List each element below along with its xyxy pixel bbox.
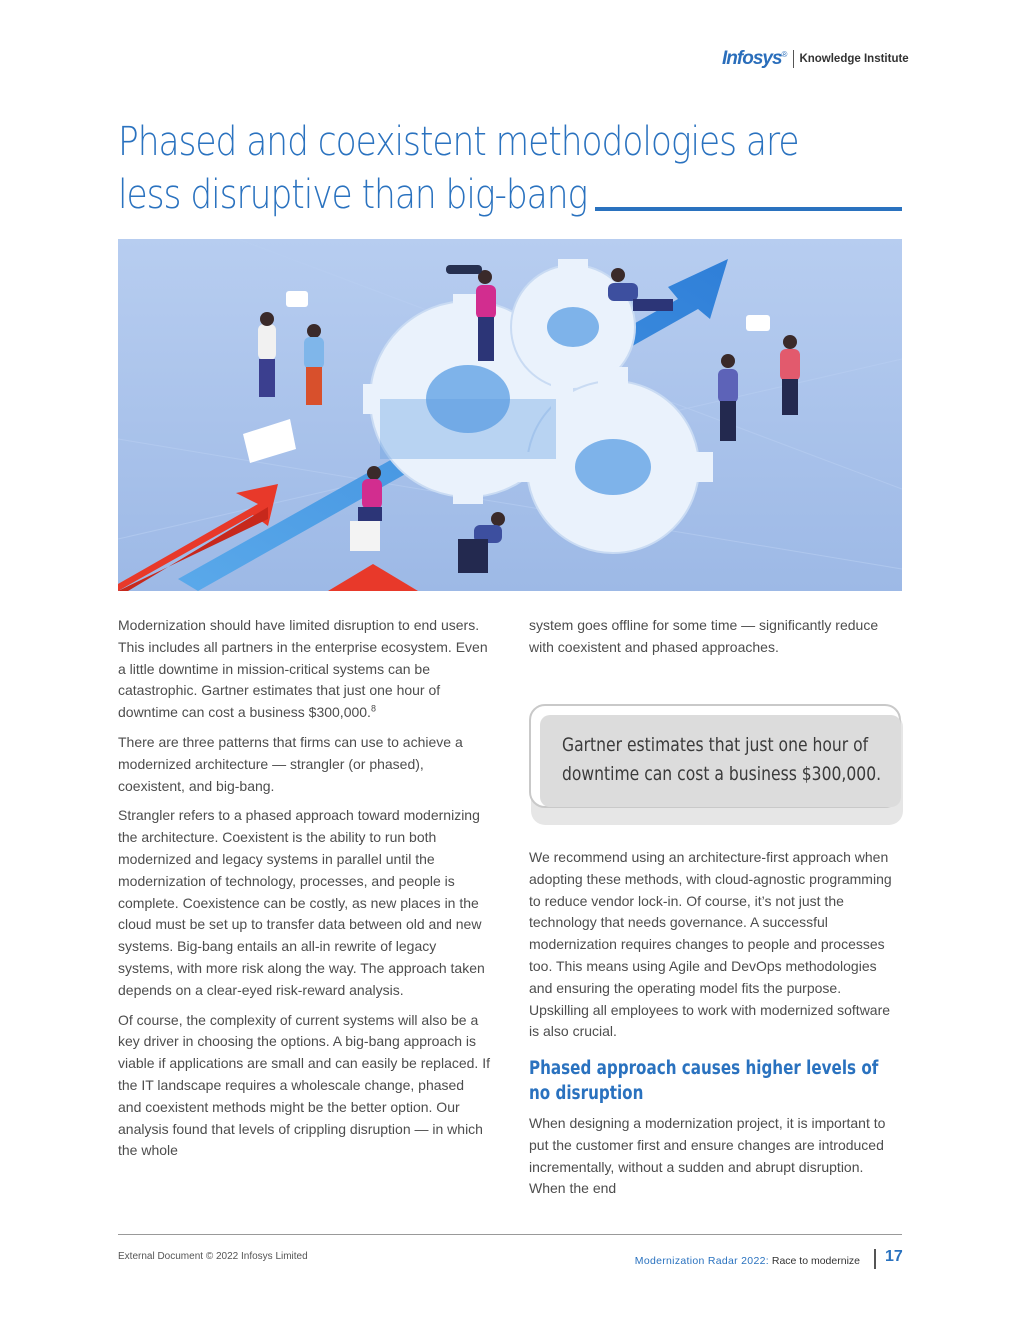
body-right-column-top — [529, 615, 901, 667]
paragraph: We recommend using an architecture-first approach when adopting these methods, with cloud-agnostic programming to reduce vendor lock-in. Of course, it’s not just the technology that needs governance. A successful modernization requires changes to people and processes too. This means using Agile and DevOps methodologies and ensuring the operating model fits the purpose. Upskilling all employees to work with modernized software is also crucial. — [529, 849, 892, 1040]
logo-brand: Infosys — [722, 48, 782, 69]
body-right-column-bottom — [529, 1113, 901, 1208]
footer-divider — [118, 1234, 902, 1235]
title-line-2: less disruptive than big-bang — [118, 172, 588, 218]
callout-quote: Gartner estimates that just one hour of downtime can cost a business $300,000. — [562, 734, 882, 785]
logo-institute: Knowledge Institute — [799, 53, 909, 65]
footnote-ref[interactable]: 8 — [370, 703, 376, 714]
infosys-logo — [722, 46, 909, 72]
logo-divider — [793, 50, 794, 68]
footer-publication-subtitle: Race to modernize — [768, 1255, 860, 1267]
title-line-1: Phased and coexistent methodologies are — [118, 119, 799, 165]
paragraph: system goes offline for some time — significantly reduce with coexistent and phased approaches. — [529, 617, 879, 655]
footer-publication-title: Modernization Radar 2022: — [634, 1255, 769, 1267]
footer-page-separator — [874, 1249, 876, 1269]
logo-mark: ® — [781, 49, 788, 59]
paragraph: There are three patterns that firms can use to achieve a modernized architecture — strangler (or phased), coexistent, and big-bang. — [118, 733, 463, 794]
paragraph: Of course, the complexity of current systems will also be a key driver in choosing the options. A big-bang approach is viable if applications are small and can easily be replaced. If the IT landscape requires a wholescale change, phased and coexistent methods might be the better option. Our analysis found that levels of crippling disruption — in which the whole — [118, 1011, 490, 1159]
title-underline — [595, 207, 902, 211]
gears-and-people-illustration — [118, 239, 902, 591]
body-right-column — [529, 847, 901, 1051]
paragraph: Strangler refers to a phased approach toward modernizing the architecture. Coexistent is the ability to run both modernized and legacy systems in parallel until the modernization of technology, processes, and people is complete. Coexistence can be costly, as new places in the cloud must be set up to transfer data between old and new systems. Big-bang entails an all-in rewrite of legacy systems, with more risk along the way. The approach taken depends on a clear-eyed risk-reward analysis. — [118, 807, 485, 998]
section-subheading: Phased approach causes higher levels of no disruption — [529, 1058, 879, 1104]
paragraph: When designing a modernization project, it is important to put the customer first and ensure changes are introduced incrementally, without a sudden and abrupt disruption. When the end — [529, 1115, 886, 1197]
body-left-column — [118, 615, 490, 1170]
footer-copyright: External Document © 2022 Infosys Limited — [118, 1251, 308, 1262]
hero-illustration — [118, 239, 902, 591]
footer-publication — [635, 1255, 860, 1267]
paragraph-text: Modernization should have limited disruption to end users. This includes all partners in the enterprise ecosystem. Even a little downtime in mission-critical systems can be catastrophic. Gartner estimates that just one hour of downtime can cost a business $300,000. — [118, 617, 488, 721]
paragraph — [118, 615, 490, 724]
page-number: 17 — [885, 1248, 903, 1265]
